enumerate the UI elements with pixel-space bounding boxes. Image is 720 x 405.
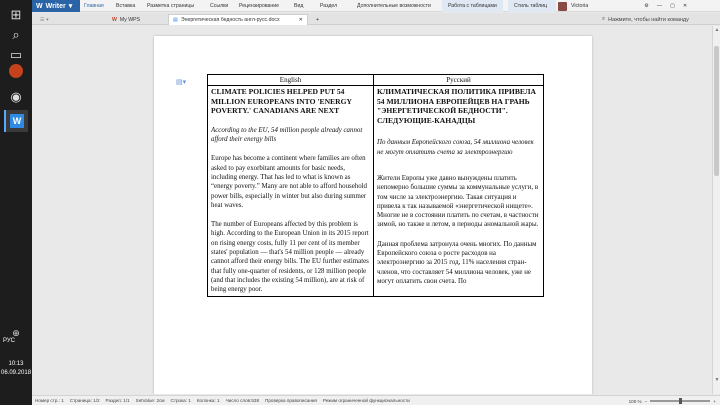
wps-logo-icon: W	[112, 16, 117, 23]
russian-headline: КЛИМАТИЧЕСКАЯ ПОЛИТИКА ПРИВЕЛА 54 МИЛЛИОНА ЕВРОПЕЙЦЕВ НА ГРАНЬ "ЭНЕРГЕТИЧЕСКОЙ БЕДНОСТИ". СЛЕДУЮЩИЕ-КАНАДЦЫ	[377, 87, 537, 125]
column-header-english[interactable]: English	[208, 75, 374, 86]
wps-writer-taskbar-icon[interactable]: W	[4, 110, 28, 132]
russian-paragraph-1: Жители Европы уже давно вынуждены платить непомерно большие суммы за коммунальные услуги, в том числе за электроэнергию. Такая ситуация и привела к так называемой «энергетической нищете». Многие не в состоянии платить по счетам, в частности зимой, но также и летом, в периоды аномальной жары.	[377, 174, 539, 229]
task-view-icon[interactable]: ▭	[9, 47, 23, 62]
user-name[interactable]: Victoria	[571, 3, 589, 9]
avatar[interactable]	[558, 2, 567, 11]
zoom-control[interactable]	[629, 396, 716, 405]
translation-table[interactable]	[207, 74, 544, 297]
language-indicator[interactable]: РУС	[3, 338, 16, 344]
status-line[interactable]: Строка: 1	[170, 398, 191, 403]
close-tab-icon[interactable]: ✕	[298, 17, 303, 23]
menu-home[interactable]: Главная	[84, 3, 104, 9]
windows-taskbar	[0, 0, 32, 405]
english-subtitle: According to the EU, 54 million people already cannot afford their energy bills	[211, 126, 363, 144]
zoom-knob[interactable]	[679, 398, 682, 404]
tab-label: Энергетическая бедность англ-русс.docx	[180, 17, 280, 23]
chrome-icon[interactable]	[9, 64, 23, 78]
cell-russian[interactable]	[374, 86, 544, 297]
status-setvalue[interactable]: SetValue: 2см	[135, 398, 165, 403]
menu-review[interactable]: Рецензирование	[239, 3, 280, 9]
status-page-number[interactable]: Номер стр.: 1	[35, 398, 64, 403]
tab-document[interactable]	[168, 14, 308, 25]
zoom-in-icon[interactable]: +	[713, 398, 716, 404]
status-spellcheck[interactable]: Проверка правописания	[265, 398, 317, 403]
zoom-out-icon[interactable]: −	[644, 398, 648, 404]
russian-subtitle: По данным Европейского союза, 54 миллиона человек не могут оплатить счета за электроэнергию	[377, 139, 534, 156]
scroll-down-icon[interactable]: ▼	[714, 377, 720, 383]
menu-extras[interactable]: Дополнительные возможности	[357, 3, 431, 9]
minimize-icon[interactable]: —	[656, 3, 663, 9]
tab-table-style[interactable]: Стиль таблиц	[508, 0, 556, 12]
add-tab-button[interactable]: +	[316, 16, 320, 23]
tab-my-wps[interactable]	[108, 14, 144, 25]
writer-icon: W	[36, 2, 43, 10]
windows-start-icon[interactable]: ⊞	[10, 7, 22, 22]
document-tab-bar	[32, 13, 720, 25]
clock[interactable]	[1, 360, 31, 378]
russian-paragraph-2: Данная проблема затронула очень многих. По данным Европейского союза о росте расходов на электроэнергию за 2015 год, 11% населения стран-членов, что составляет 54 миллиона человек, уже не могут оплатить свои счета. По	[377, 240, 537, 285]
status-section[interactable]: Раздел: 1/1	[105, 398, 130, 403]
english-paragraph-2: The number of Europeans affected by this problem is high. According to the European Union in its 2015 report on rising energy costs, fully 11 per cent of its member states' population — that's 54 million people — already cannot afford their energy bills. The EU further estimates that fully one-quarter of residents, or 128 million people (and that includes the existing 54 million), are at risk of being energy poor.	[211, 221, 369, 294]
app-icon[interactable]: ◉	[10, 89, 22, 104]
clock-date: 06.09.2018	[1, 370, 32, 376]
search-icon: ⌕	[602, 16, 606, 22]
status-mode[interactable]: Режим ограниченной функциональности	[322, 398, 410, 403]
document-icon: ▤	[173, 17, 178, 23]
user-area	[558, 0, 720, 12]
status-word-count[interactable]: Число слов:538	[225, 398, 260, 403]
zoom-slider[interactable]	[650, 400, 710, 402]
vertical-scrollbar[interactable]	[712, 26, 720, 394]
maximize-icon[interactable]: ▢	[670, 3, 675, 9]
status-bar	[32, 395, 720, 405]
search-placeholder: Нажмите, чтобы найти команду	[608, 16, 689, 23]
new-tab-button[interactable]: ☰ ▾	[40, 16, 49, 23]
app-menu-button[interactable]	[32, 0, 80, 12]
close-icon[interactable]: ✕	[682, 3, 688, 9]
document-canvas[interactable]	[32, 26, 712, 394]
english-paragraph-1: Europe has become a continent where families are often asked to pay exorbitant amounts for basic needs, including energy. That has led to what is known as “energy poverty.” Many are not able to afford household power bills, especially in winter but also during summer heat waves.	[211, 155, 368, 209]
english-headline: CLIMATE POLICIES HELPED PUT 54 MILLION EUROPEANS INTO 'ENERGY POVERTY.' CANADIANS ARE NEXT	[211, 87, 352, 116]
menu-insert[interactable]: Вставка	[116, 3, 136, 9]
status-page[interactable]: Страница: 1/2	[69, 398, 100, 403]
document-page[interactable]	[154, 36, 592, 394]
notification-icon[interactable]: ⊕	[12, 327, 20, 338]
menu-section[interactable]: Раздел	[320, 3, 338, 9]
settings-icon[interactable]: ⚙	[644, 3, 649, 9]
status-column[interactable]: Колонка: 1	[196, 398, 220, 403]
ribbon-menu-bar	[32, 0, 720, 12]
menu-references[interactable]: Ссылки	[210, 3, 229, 9]
chevron-down-icon: ▾	[68, 3, 73, 10]
tab-table-tools[interactable]: Работа с таблицами	[442, 0, 503, 12]
clock-time: 10:13	[8, 361, 24, 367]
scrollbar-thumb[interactable]	[714, 46, 719, 176]
scroll-up-icon[interactable]: ▲	[714, 27, 720, 33]
command-search[interactable]	[602, 14, 689, 25]
menu-view[interactable]: Вид	[294, 3, 304, 9]
paragraph-options-icon[interactable]: ▤▾	[176, 79, 187, 86]
app-name: Writer	[45, 2, 66, 10]
zoom-value: 100 %	[628, 398, 642, 404]
search-icon[interactable]: ⌕	[12, 27, 20, 42]
column-header-russian[interactable]: Русский	[374, 75, 544, 86]
menu-page-layout[interactable]: Разметка страницы	[147, 3, 195, 9]
tab-label: My WPS	[119, 16, 141, 23]
cell-english[interactable]	[208, 86, 374, 297]
